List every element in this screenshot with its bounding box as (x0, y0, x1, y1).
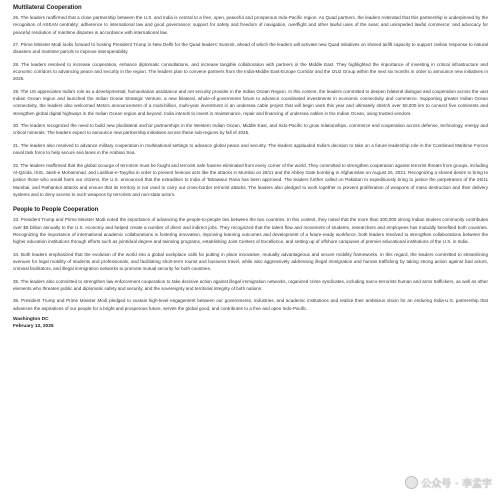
multilateral-paragraphs (13, 14, 488, 198)
paragraph-32: 32. The leaders reaffirmed that the global scourge of terrorism must be fought and terrorist safe havens eliminated from every corner of the world. They committed to strengthen cooperation against terrorist threats from groups, including Al-Qa'ida, ISIS, Jaish-e Mohammad, and Lashkar-e-Tayyiba in order to prevent heinous acts like the attacks in Mumbai on 26/11 and the Abbey Gate bombing in Afghanistan on August 26, 2021. Recognizing a shared desire to bring to justice those who would harm our citizens, the U.S. announced that the extradition to India of Tahawwur Rana has been approved. The leaders further called on Pakistan to expeditiously bring to justice the perpetrators of the 26/11 Mumbai, and Pathankot attacks and ensure that its territory is not used to carry out cross-border terrorist attacks. The leaders also pledged to work together to prevent proliferation of weapons of mass destruction and their delivery systems and to deny access to such weapons by terrorists and non-state actors. (13, 162, 488, 197)
signoff-place: Washington DC (13, 317, 49, 322)
section-heading-multilateral: Multilateral Cooperation (13, 5, 82, 11)
watermark (405, 475, 492, 490)
paragraph-33: 33. President Trump and Prime Minister Modi noted the importance of advancing the people-to-people ties between the two countries. In this context, they noted that the more than 300,000 strong Indian student community contributes over $8 billion annually to the U.S. economy and helped create a number of direct and indirect jobs. They recognized that the talent flow and movement of students, researchers and employees has mutually benefited both countries. Recognizing the importance of international academic collaborations in fostering innovation, improving learning outcomes and development of a future-ready workforce, both leaders resolved to strengthen collaborations between the higher education institutions through efforts such as joint/dual degree and twinning programs, establishing Joint Centers of Excellence, and setting up of offshore campuses of premier educational institutions of the U.S. in India. (13, 217, 488, 245)
paragraph-31: 31. The leaders also resolved to advance military cooperation in multinational settings to advance global peace and security. The leaders applauded India's decision to take on a future leadership role in the Combined Maritime Forces naval task force to help secure sea lanes in the Arabian Sea. (13, 142, 488, 156)
paragraph-30: 30. The leaders recognized the need to build new plurilateral anchor partnerships in the Western Indian Ocean, Middle East, and Indo-Pacific to grow relationships, commerce and cooperation across defense, technology, energy and critical minerals. The leaders expect to announce new partnership initiatives across these sub-regions by fall of 2025. (13, 123, 488, 136)
signoff-date: February 13, 2025 (13, 323, 54, 329)
paragraph-35: 35. The leaders also committed to strengthen law enforcement cooperation to take decisive action against illegal immigration networks, organized crime syndicates, including narco-terrorists human and arms traffickers, as well as other elements who threaten public and diplomatic safety and security, and the sovereignty and territorial integrity of both nations. (13, 278, 488, 291)
paragraph-28: 28. The leaders resolved to increase cooperation, enhance diplomatic consultations, and increase tangible collaboration with partners in the Middle East. They highlighted the importance of investing in critical infrastructure and economic corridors to advancing peace and security in the region. The leaders plan to convene partners from the India-Middle East-Europe Corridor and the I2U2 Group within the next six months in order to announce new initiatives in 2025. (13, 61, 488, 82)
section-heading-people: People to People Cooperation (13, 207, 99, 214)
paragraph-29: 29. The US appreciates India's role as a developmental, humanitarian assistance and net security provider in the Indian Ocean Region. In this context, the leaders committed to deepen bilateral dialogue and cooperation across the vast Indian Ocean region and launched the Indian Ocean Strategic Venture, a new bilateral, whole-of-government forum to advance coordinated investments in economic connectivity and commerce. Supporting greater Indian Ocean connectivity, the leaders also welcomed Meta's announcement of a multi-billion, multi-year investment in an undersea cable project that will begin work this year and ultimately stretch over 50,000 km to connect five continents and strengthen global digital highways in the Indian Ocean region and beyond. India intends to invest in maintenance, repair and financing of undersea cables in the Indian Ocean, using trusted vendors. (13, 88, 488, 116)
document-page (13, 4, 488, 330)
paragraph-27: 27. Prime Minister Modi looks forward to hosting President Trump in New Delhi for the Quad leaders' Summit, ahead of which the leaders will activate new Quad initiatives on shared airlift capacity to support civilian response to natural disasters and maritime patrols to improve interoperability. (13, 42, 488, 55)
people-paragraphs (13, 216, 488, 312)
paragraph-26: 26. The leaders reaffirmed that a close partnership between the U.S. and India is central to a free, open, peaceful and prosperous Indo-Pacific region. As Quad partners, the leaders reiterated that this partnership is underpinned by the recognition of ASEAN centrality; adherence to international law and good governance; support for safety and freedom of navigation, overflight and other lawful uses of the seas; and unimpeded lawful commerce; and advocacy for peaceful resolution of maritime disputes in accordance with international law. (13, 15, 488, 35)
wechat-logo-icon (405, 476, 418, 489)
watermark-text: 公众号 · 李孟宇 (421, 479, 492, 490)
paragraph-34: 34. Both leaders emphasized that the evolution of the world into a global workplace calls for putting in place innovative, mutually advantageous and secure mobility frameworks. In this regard, the leaders committed to streamlining avenues for legal mobility of students and professionals, and facilitating short-term tourist and business travel, while also aggressively addressing illegal immigration and human trafficking by taking strong action against bad actors, criminal facilitators, and illegal immigration networks to promote mutual security for both countries. (13, 251, 488, 272)
paragraph-36: 36. President Trump and Prime Minister Modi pledged to sustain high-level engagement between our governments, industries, and academic institutions and realize their ambitious vision for an enduring India-U.S. partnership that advances the aspirations of our people for a bright and prosperous future, serves the global good, and contributes to a free and open Indo-Pacific. (13, 298, 488, 311)
